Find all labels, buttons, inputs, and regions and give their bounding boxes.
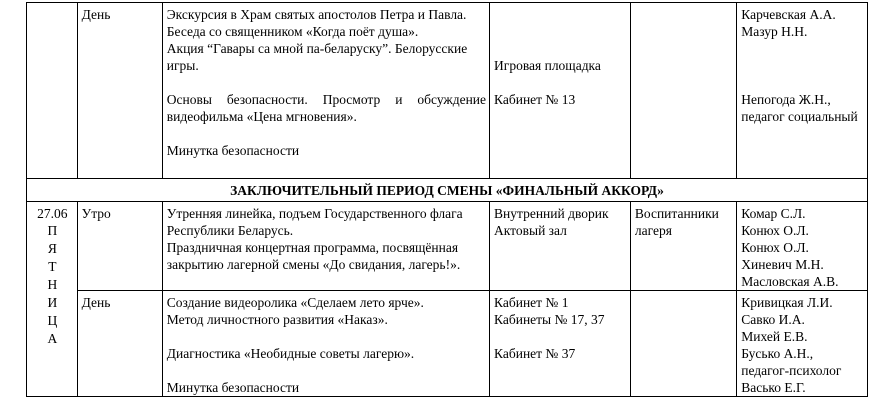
responsible-text: Масловская А.В. bbox=[741, 274, 839, 289]
section-row bbox=[27, 179, 868, 202]
responsible-text: Конюх О.Л. bbox=[741, 223, 809, 238]
date-label: 27.06 bbox=[37, 206, 68, 221]
event-text: Утренняя линейка, подъем Государственного флага Республики Беларусь. bbox=[166, 206, 463, 238]
place-cell bbox=[490, 202, 631, 291]
weekday-letter: Я bbox=[47, 241, 57, 256]
time-label: День bbox=[81, 7, 111, 22]
participants-text: Воспитанники лагеря bbox=[634, 206, 719, 238]
date-cell-empty bbox=[27, 3, 78, 179]
participants-cell bbox=[630, 3, 736, 179]
responsible-text: Мазур Н.Н. bbox=[741, 24, 808, 39]
weekday-letter: И bbox=[47, 295, 58, 310]
responsible-cell bbox=[737, 202, 868, 291]
responsible-text: Михей Е.В. bbox=[741, 329, 808, 344]
event-cell bbox=[162, 3, 489, 179]
event-text: Экскурсия в Храм святых апостолов Петра и Павла. Беседа со священником «Когда поёт душа». bbox=[166, 7, 467, 39]
time-label: День bbox=[81, 295, 111, 310]
weekday-letter: Ц bbox=[47, 313, 58, 328]
event-text: Минутка безопасности bbox=[166, 380, 300, 395]
place-text: Актовый зал bbox=[494, 223, 567, 238]
place-text: Внутренний дворик bbox=[494, 206, 609, 221]
participants-cell bbox=[630, 291, 736, 397]
schedule-table bbox=[26, 2, 868, 397]
event-text: Основы безопасности. Просмотр и обсуждение видеофильма «Цена мгновения». bbox=[166, 92, 487, 124]
event-cell bbox=[162, 291, 489, 397]
responsible-text: Кривицкая Л.И. bbox=[741, 295, 833, 310]
place-cell bbox=[490, 3, 631, 179]
responsible-text: Комар С.Л. bbox=[741, 206, 806, 221]
place-text: Кабинет № 13 bbox=[494, 92, 576, 107]
place-text: Кабинеты № 17, 37 bbox=[494, 312, 605, 327]
table-row bbox=[27, 291, 868, 397]
event-text: Праздничная концертная программа, посвящённая закрытию лагерной смены «До свидания, лагерь!». bbox=[166, 240, 461, 272]
event-text: Диагностика «Необидные советы лагерю». bbox=[166, 346, 415, 361]
responsible-text: Бусько А.Н., bbox=[741, 346, 814, 361]
responsible-text: Васько Е.Г. bbox=[741, 380, 806, 395]
responsible-text: Карчевская А.А. bbox=[741, 7, 836, 22]
responsible-text: Конюх О.Л. bbox=[741, 240, 809, 255]
table-row bbox=[27, 3, 868, 179]
responsible-text: Хиневич М.Н. bbox=[741, 257, 824, 272]
event-text: Создание видеоролика «Сделаем лето ярче». bbox=[166, 295, 424, 310]
event-cell bbox=[162, 202, 489, 291]
date-cell bbox=[27, 202, 78, 397]
weekday-letter: Т bbox=[48, 259, 57, 274]
responsible-cell bbox=[737, 3, 868, 179]
responsible-cell bbox=[737, 291, 868, 397]
place-cell bbox=[490, 291, 631, 397]
responsible-text: педагог-психолог bbox=[741, 363, 842, 378]
event-text: Минутка безопасности bbox=[166, 143, 300, 158]
place-text: Кабинет № 37 bbox=[494, 346, 576, 361]
place-text: Игровая площадка bbox=[494, 58, 601, 73]
time-cell bbox=[77, 3, 162, 179]
time-cell bbox=[77, 202, 162, 291]
participants-cell bbox=[630, 202, 736, 291]
weekday-letter: А bbox=[47, 331, 58, 346]
place-text: Кабинет № 1 bbox=[494, 295, 569, 310]
responsible-text: Непогода Ж.Н., педагог социальный bbox=[741, 92, 858, 124]
weekday-letter: П bbox=[47, 223, 58, 238]
responsible-text: Савко И.А. bbox=[741, 312, 805, 327]
section-title: ЗАКЛЮЧИТЕЛЬНЫЙ ПЕРИОД СМЕНЫ «ФИНАЛЬНЫЙ АККОРД» bbox=[27, 179, 868, 202]
table-row bbox=[27, 202, 868, 291]
weekday-letter: Н bbox=[47, 277, 58, 292]
event-text: Акция “Гавары са мной па-беларуску”. Белорусские игры. bbox=[166, 41, 468, 73]
time-label: Утро bbox=[81, 206, 111, 221]
event-text: Метод личностного развития «Наказ». bbox=[166, 312, 388, 327]
time-cell bbox=[77, 291, 162, 397]
